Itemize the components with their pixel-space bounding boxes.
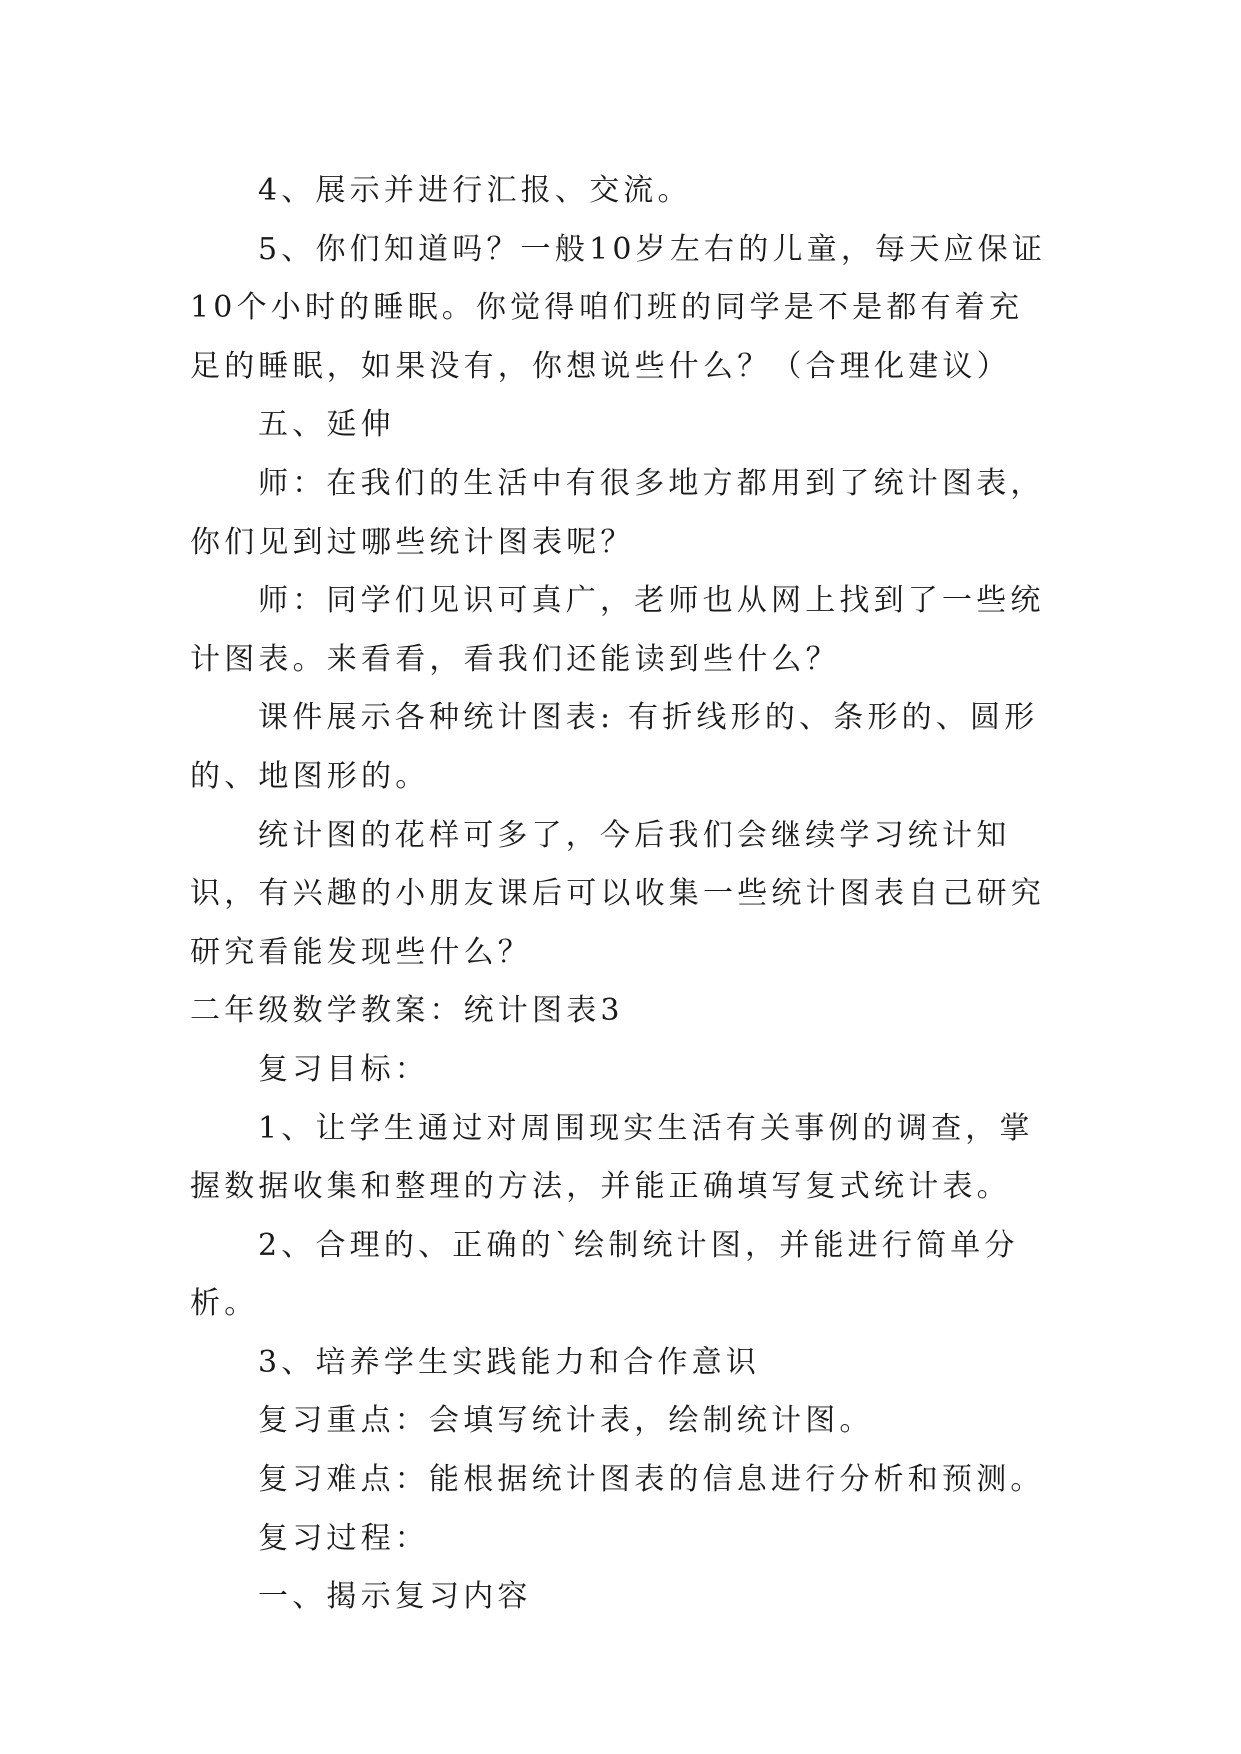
document-body — [190, 162, 1055, 1627]
heading-review-goals: 复习目标： — [258, 1051, 429, 1087]
section-title: 二年级数学教案：统计图表3 — [190, 993, 624, 1029]
goal-1: 1、让学生通过对周围现实生活有关事例的调查，掌握数据收集和整理的方法，并能正确填写复式统计表。 — [190, 1110, 1034, 1205]
heading-review-process: 复习过程： — [258, 1520, 429, 1556]
review-difficulty: 复习难点：能根据统计图表的信息进行分析和预测。 — [258, 1462, 1045, 1498]
review-key-point: 复习重点：会填写统计表，绘制统计图。 — [258, 1403, 874, 1439]
paragraph-teacher-remark: 师：同学们见识可真广，老师也从网上找到了一些统计图表。来看看，看我们还能读到些什么？ — [190, 583, 1045, 677]
goal-3: 3、培养学生实践能力和合作意识 — [258, 1344, 761, 1380]
heading-reveal-content: 一、揭示复习内容 — [258, 1579, 532, 1615]
paragraph-step-5: 5、你们知道吗？一般10岁左右的儿童，每天应保证10个小时的睡眠。你觉得咱们班的同学是不是都有着充足的睡眠，如果没有，你想说些什么？（合理化建议） — [190, 231, 1047, 384]
goal-2: 2、合理的、正确的`绘制统计图，并能进行简单分析。 — [190, 1227, 1019, 1322]
paragraph-step-4: 4、展示并进行汇报、交流。 — [258, 173, 692, 208]
paragraph-conclusion: 统计图的花样可多了，今后我们会继续学习统计知识，有兴趣的小朋友课后可以收集一些统计图表自己研究研究看能发现些什么？ — [190, 817, 1045, 970]
paragraph-teacher-question: 师：在我们的生活中有很多地方都用到了统计图表，你们见到过哪些统计图表呢？ — [190, 465, 1045, 560]
paragraph-courseware: 课件展示各种统计图表: 有折线形的、条形的、圆形的、地图形的。 — [190, 700, 1039, 794]
heading-extension: 五、延伸 — [258, 407, 395, 443]
